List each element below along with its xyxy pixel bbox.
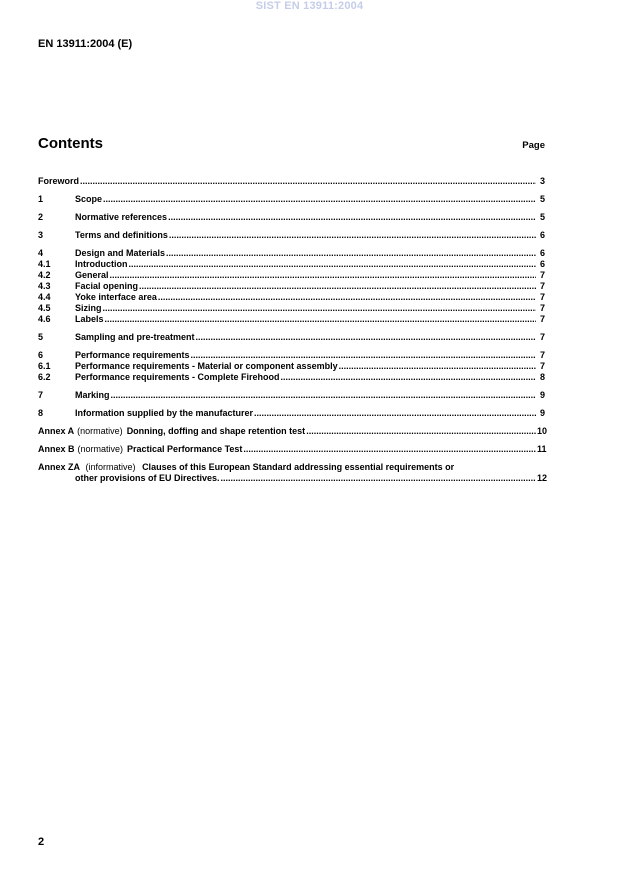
watermark: SIST EN 13911:2004 — [255, 0, 364, 12]
toc-annex-a[interactable] — [38, 426, 548, 437]
toc-page: 7 — [539, 350, 545, 360]
toc-label: Foreword — [38, 176, 80, 186]
toc-label: Labels — [75, 314, 104, 324]
toc-number: 4.4 — [38, 292, 51, 302]
toc-label: Marking — [75, 390, 110, 400]
annex-kind: (normative) — [77, 444, 124, 454]
toc-page: 12 — [537, 473, 548, 483]
document-id: EN 13911:2004 (E) — [38, 38, 133, 50]
toc-label: Sampling and pre-treatment — [75, 332, 195, 342]
toc-number: 4.6 — [38, 314, 51, 324]
toc-label: Terms and definitions — [75, 230, 168, 240]
annex-prefix: Annex A — [38, 426, 75, 436]
toc-number: 4.5 — [38, 303, 51, 313]
toc-annex-za[interactable] — [38, 462, 548, 484]
toc-label: Performance requirements — [75, 350, 190, 360]
annex-title: Donning, doffing and shape retention test — [126, 426, 306, 436]
toc-page: 7 — [539, 292, 545, 302]
toc-page: 8 — [539, 372, 545, 382]
toc-label: Yoke interface area — [75, 292, 157, 302]
toc-annex-b[interactable] — [38, 444, 545, 455]
toc-number: 3 — [38, 230, 44, 240]
toc-entry-8[interactable] — [38, 408, 545, 419]
toc-entry-4-6[interactable] — [38, 314, 545, 325]
toc-number: 8 — [38, 408, 44, 418]
toc-page: 9 — [539, 390, 545, 400]
toc-label: Normative references — [75, 212, 168, 222]
toc-entry-3[interactable] — [38, 230, 545, 241]
page-number: 2 — [38, 836, 45, 848]
toc-label: Information supplied by the manufacturer — [75, 408, 254, 418]
toc-entry-4-3[interactable] — [38, 281, 545, 292]
toc-page: 7 — [539, 332, 545, 342]
annex-title: Practical Performance Test — [127, 444, 243, 454]
annex-kind: (normative) — [77, 426, 123, 436]
annex-title-line1: Clauses of this European Standard addressing essential requirements or — [142, 462, 455, 472]
toc-entry-5[interactable] — [38, 332, 545, 343]
toc-entry-4-2[interactable] — [38, 270, 545, 281]
toc-entry-6[interactable] — [38, 350, 545, 361]
toc-entry-2[interactable] — [38, 212, 545, 223]
toc-page: 5 — [539, 194, 545, 204]
toc-page: 9 — [539, 408, 545, 418]
toc-number: 4.3 — [38, 281, 51, 291]
toc-label: Performance requirements - Complete Firehood — [75, 372, 280, 382]
toc-number: 7 — [38, 390, 44, 400]
toc-page: 10 — [537, 426, 548, 436]
toc-page: 6 — [539, 259, 545, 269]
toc-label: Performance requirements - Material or component assembly — [75, 361, 338, 371]
toc-entry-6-1[interactable] — [38, 361, 545, 372]
toc-page: 11 — [537, 444, 547, 454]
toc-entry-foreword[interactable] — [38, 176, 545, 187]
toc-page: 7 — [539, 303, 545, 313]
toc-label: Introduction — [75, 259, 128, 269]
page-column-label: Page — [522, 140, 545, 151]
toc-number: 5 — [38, 332, 44, 342]
toc-entry-7[interactable] — [38, 390, 545, 401]
toc-number: 6.1 — [38, 361, 51, 371]
toc-entry-6-2[interactable] — [38, 372, 545, 383]
table-of-contents — [38, 176, 548, 484]
toc-label: Sizing — [75, 303, 102, 313]
toc-number: 2 — [38, 212, 44, 222]
annex-prefix: Annex B — [38, 444, 75, 454]
toc-label: Design and Materials — [75, 248, 166, 258]
toc-label: General — [75, 270, 109, 280]
toc-label: Scope — [75, 194, 103, 204]
annex-prefix: Annex ZA — [38, 462, 81, 472]
toc-number: 6 — [38, 350, 44, 360]
toc-page: 5 — [539, 212, 545, 222]
contents-title: Contents — [38, 135, 103, 152]
toc-entry-4-5[interactable] — [38, 303, 545, 314]
toc-number: 1 — [38, 194, 44, 204]
toc-entry-1[interactable] — [38, 194, 545, 205]
annex-title-line2: other provisions of EU Directives. — [75, 473, 220, 483]
toc-number: 4.2 — [38, 270, 51, 280]
toc-page: 6 — [539, 230, 545, 240]
toc-label: Facial opening — [75, 281, 139, 291]
toc-entry-4-1[interactable] — [38, 259, 545, 270]
toc-page: 3 — [539, 176, 545, 186]
toc-number: 4.1 — [38, 259, 51, 269]
toc-page: 7 — [539, 314, 545, 324]
toc-number: 4 — [38, 248, 44, 258]
toc-page: 7 — [539, 281, 545, 291]
toc-page: 7 — [539, 361, 545, 371]
toc-page: 7 — [539, 270, 545, 280]
toc-entry-4-4[interactable] — [38, 292, 545, 303]
toc-page: 6 — [539, 248, 545, 258]
toc-entry-4[interactable] — [38, 248, 545, 259]
toc-number: 6.2 — [38, 372, 51, 382]
annex-kind: (informative) — [85, 462, 136, 472]
